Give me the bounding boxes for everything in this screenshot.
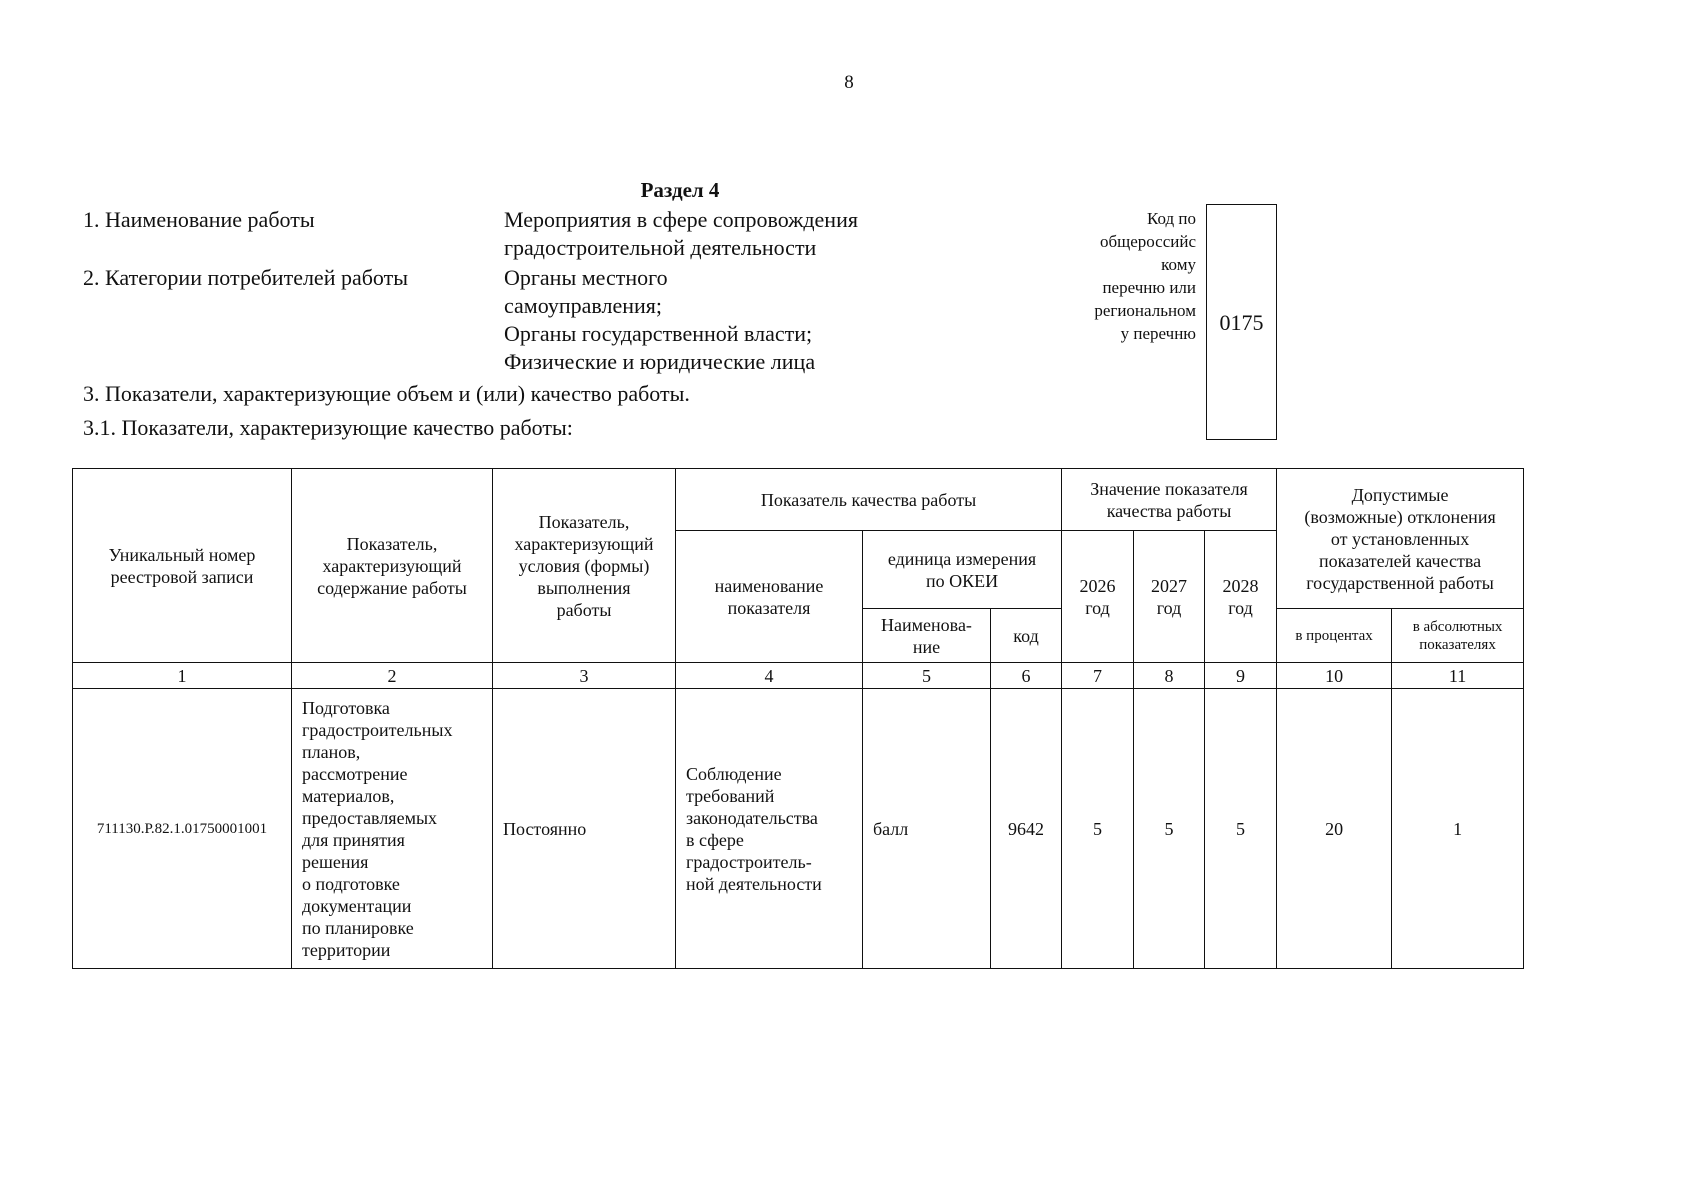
header-line: единица измерения (887, 548, 1037, 569)
content-line: по планировке (302, 917, 414, 938)
header-content-indicator (292, 469, 493, 663)
header-unit-name (863, 609, 991, 663)
header-line: 2027 (1151, 575, 1188, 596)
registry-number-cell: 711130.Р.82.1.01750001001 (73, 689, 292, 969)
indicator-line: законодательства (686, 807, 818, 828)
header-registry-number (73, 469, 292, 663)
indicator-line: ной деятельности (686, 873, 822, 894)
content-line: планов, (302, 741, 361, 762)
header-line: Значение показателя (1090, 478, 1248, 499)
header-row-1 (73, 469, 1524, 531)
header-line: показателя (727, 597, 811, 618)
value-2026-cell: 5 (1062, 689, 1134, 969)
header-line: наименование (714, 575, 824, 596)
work-name-line: Мероприятия в сфере сопровождения (504, 207, 858, 232)
column-number: 10 (1277, 663, 1392, 689)
content-indicator-cell (292, 689, 493, 969)
indicator-name-cell (676, 689, 863, 969)
header-line: год (1228, 597, 1253, 618)
section-3-heading: 3. Показатели, характеризующие объем и (или) качество работы. (83, 381, 690, 406)
okved-code: 0175 (1219, 310, 1264, 335)
header-year-2026 (1062, 531, 1134, 663)
content-line: рассмотрение (302, 763, 408, 784)
column-number: 4 (676, 663, 863, 689)
header-line: Показатель, (346, 533, 438, 554)
content-line: территории (302, 939, 391, 960)
header-line: год (1085, 597, 1110, 618)
column-number: 3 (493, 663, 676, 689)
header-line: выполнения (537, 577, 631, 598)
header-line: от установленных (1330, 528, 1470, 549)
unit-code-cell: 9642 (991, 689, 1062, 969)
consumer-line: самоуправления; (504, 293, 663, 318)
header-line: содержание работы (317, 577, 467, 598)
header-line: (возможные) отклонения (1304, 506, 1496, 527)
column-number: 5 (863, 663, 991, 689)
column-number: 1 (73, 663, 292, 689)
column-number: 11 (1392, 663, 1524, 689)
content-line: для принятия (302, 829, 405, 850)
header-line: Показатель, (538, 511, 630, 532)
header-line: Наименова- (881, 614, 972, 635)
okved-label-line: региональном (1094, 301, 1196, 320)
header-line: год (1156, 597, 1182, 618)
work-name-label: 1. Наименование работы (83, 207, 315, 232)
header-line: показателях (1419, 636, 1496, 653)
header-year-2028 (1205, 531, 1277, 663)
column-number: 7 (1062, 663, 1134, 689)
header-line: ние (912, 636, 941, 657)
header-line: в абсолютных (1412, 618, 1503, 635)
header-line: реестровой записи (110, 566, 254, 587)
consumer-line: Физические и юридические лица (504, 349, 816, 374)
page-number: 8 (844, 72, 854, 93)
header-line: 2028 (1222, 575, 1259, 596)
content-line: градостроительных (302, 719, 453, 740)
indicator-line: градостроитель- (686, 851, 812, 872)
header-line: работы (556, 599, 612, 620)
header-year-2027 (1134, 531, 1205, 663)
header-line: Допустимые (1351, 484, 1449, 505)
consumers-value (504, 264, 815, 376)
content-line: предоставляемых (302, 807, 438, 828)
header-line: по ОКЕИ (925, 570, 999, 591)
header-unit-okei (863, 531, 1062, 609)
header-indicator-name (676, 531, 863, 663)
value-2027-cell: 5 (1134, 689, 1205, 969)
header-in-absolute (1392, 609, 1524, 663)
header-line: Уникальный номер (108, 544, 256, 565)
header-line: характеризующий (322, 555, 462, 576)
indicator-line: Соблюдение (686, 763, 782, 784)
deviation-percent-cell: 20 (1277, 689, 1392, 969)
indicator-line: требований (686, 785, 775, 806)
column-number: 6 (991, 663, 1062, 689)
okved-label (1040, 207, 1196, 345)
quality-indicators-table (72, 468, 1524, 969)
header-line: показателей качества (1319, 550, 1482, 571)
consumer-line: Органы местного (504, 265, 668, 290)
header-quality-indicator: Показатель качества работы (676, 469, 1062, 531)
consumers-label: 2. Категории потребителей работы (83, 265, 409, 290)
deviation-absolute-cell: 1 (1392, 689, 1524, 969)
work-name-line: градостроительной деятельности (504, 235, 817, 260)
header-line: характеризующий (514, 533, 654, 554)
content-line: решения (302, 851, 369, 872)
table-row (73, 689, 1524, 969)
condition-cell: Постоянно (493, 689, 676, 969)
header-conditions-indicator (493, 469, 676, 663)
okved-label-line: у перечню (1120, 324, 1196, 343)
okved-label-line: общероссийс (1099, 232, 1196, 251)
header-value-group (1062, 469, 1277, 531)
indicator-line: в сфере (686, 829, 744, 850)
column-number: 2 (292, 663, 493, 689)
content-line: Подготовка (302, 697, 390, 718)
header-line: качества работы (1106, 500, 1232, 521)
column-number: 8 (1134, 663, 1205, 689)
header-line: 2026 (1079, 575, 1116, 596)
header-in-percent: в процентах (1277, 609, 1392, 663)
content-line: документации (302, 895, 412, 916)
okved-label-line: Код по (1147, 209, 1196, 228)
section-3-1-heading: 3.1. Показатели, характеризующие качество работы: (83, 415, 573, 440)
unit-name-cell: балл (863, 689, 991, 969)
okved-label-line: перечню или (1102, 278, 1196, 297)
content-line: материалов, (302, 785, 395, 806)
column-number: 9 (1205, 663, 1277, 689)
value-2028-cell: 5 (1205, 689, 1277, 969)
work-name-value (504, 206, 858, 262)
header-line: государственной работы (1306, 572, 1494, 593)
header-deviations (1277, 469, 1524, 609)
column-numbers-row (73, 663, 1524, 689)
consumer-line: Органы государственной власти; (504, 321, 813, 346)
header-line: условия (формы) (518, 555, 650, 576)
content-line: о подготовке (302, 873, 400, 894)
okved-label-line: кому (1161, 255, 1196, 274)
section-title: Раздел 4 (640, 178, 720, 202)
header-unit-code: код (991, 609, 1062, 663)
